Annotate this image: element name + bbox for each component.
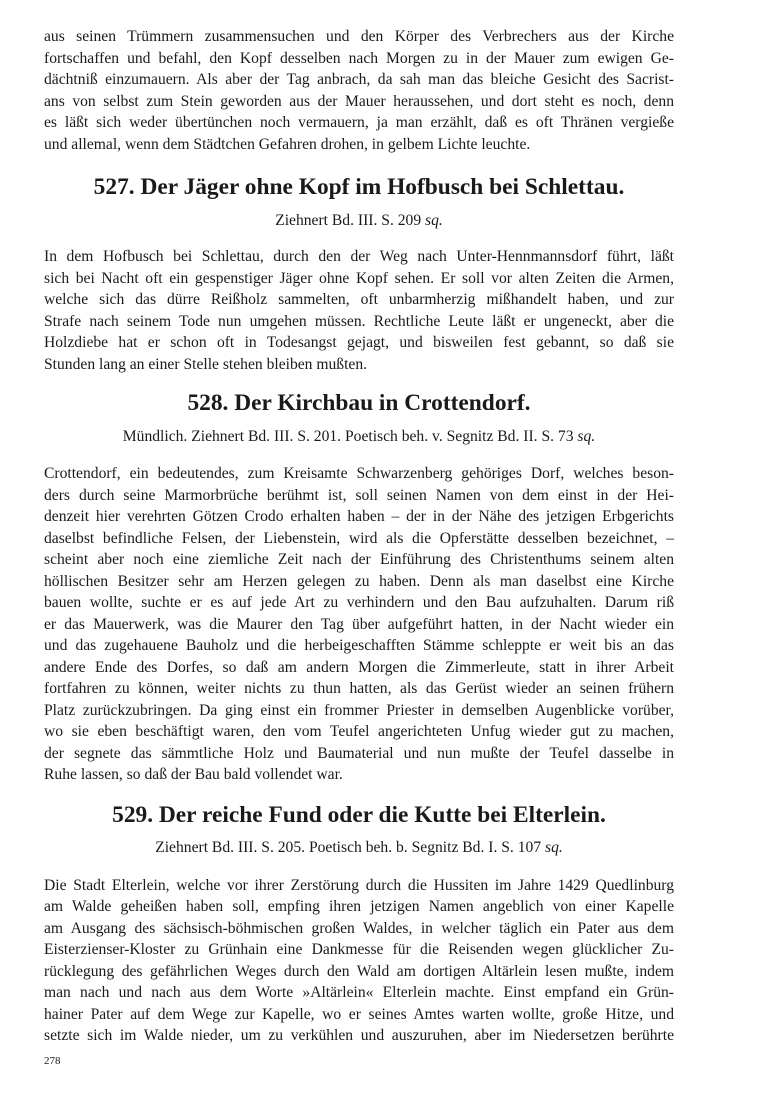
paragraph-528 [44,463,674,786]
source-citation-528 [44,426,674,448]
text-line: man nach und nach aus dem Worte »Altärlein« Elterlein machte. Einst empfand ein Grün- [44,984,674,1001]
text-line: Strafe nach seinem Tode nun umgehen müssen. Rechtliche Leute läßt er ungeneckt, aber die [44,312,674,330]
text-line: dächtniß einzumauern. Als aber der Tag anbrach, da sah man das bleiche Gesicht des Sacrist- [44,71,674,88]
text-line: Eisterzienser-Kloster zu Grünhain eine Dankmesse für die Reisenden wegen glücklicher Zu- [44,941,674,958]
text-line: und das zugehauene Bauholz und die herbeigeschafften Stämme schleppte er weit bis an das [44,637,674,654]
text-line: er das Mauerwerk, was die Maurer den Tag über aufgeführt hatten, in der Nacht wieder ein [44,615,674,633]
text-line: Ruhe lassen, so daß der Bau bald vollendet war. [44,766,343,783]
text-line: andere Ende des Dorfes, so daß am andern Morgen die Zimmerleute, statt in ihrer Arbeit [44,658,674,676]
source-italic: sq. [425,211,443,229]
text-line: und allemal, wenn dem Städtchen Gefahren drohen, in gelbem Lichte leuchte. [44,135,531,153]
text-line: ans von selbst zum Stein geworden aus der Mauer heraussehen, und dort steht es noch, denn [44,92,674,110]
text-line: höllischen Besitzer sehr am Herzen gelegen zu haben. Denn als man daselbst eine Kirche [44,572,674,590]
source-italic: sq. [545,839,563,856]
text-line: wo sie eben beschäftigt waren, den vom Teufel angerichteten Unfug wieder gut zu machen, [44,723,674,740]
text-line: Crottendorf, ein bedeutendes, zum Kreisamte Schwarzenberg gehöriges Dorf, welches beson- [44,465,674,482]
document-page [44,26,674,1047]
paragraph-intro [44,26,674,155]
text-line: Stunden lang an einer Stelle stehen bleiben mußten. [44,355,368,373]
source-text: Mündlich. Ziehnert Bd. III. S. 201. Poetisch beh. v. Segnitz Bd. II. S. 73 [122,427,578,445]
paragraph-527 [44,246,674,375]
text-line: Platz zurückzubringen. Da ging einst ein frommer Priester in demselben Augenblicke vorüber, [44,701,674,719]
section-heading-529: 529. Der reiche Fund oder die Kutte bei Elterlein. [112,801,606,828]
text-line: fortfahren zu können, weiter nichts zu thun hatten, als das Gerüst wieder an seinen frühern [44,680,674,697]
text-line: am Ausgang des sächsisch-böhmischen großen Waldes, in welcher täglich ein Pater aus dem [44,919,674,937]
page-number: 278 [44,1055,61,1067]
text-line: denzeit hier verehrten Götzen Crodo erhalten haben – der in der Nähe des jetzigen Erbgerichts [44,508,674,525]
text-line: Holzdiebe hat er schon oft in Todesangst gejagt, und bisweilen fest gebannt, so daß sie [44,334,674,351]
section-heading-528: 528. Der Kirchbau in Crottendorf. [187,390,531,416]
text-line: am Walde geheißen haben soll, empfing ihren jetzigen Namen angeblich von einer Kapelle [44,898,674,915]
section-heading-527: 527. Der Jäger ohne Kopf im Hofbusch bei Schlettau. [93,174,625,200]
text-line: In dem Hofbusch bei Schlettau, durch den der Weg nach Unter-Hennmannsdorf führt, läßt [44,248,674,265]
text-line: aus seinen Trümmern zusammensuchen und den Körper des Verbrechers aus der Kirche [44,28,674,45]
text-line: scheint aber noch eine ziemliche Zeit nach der Einführung des Christenthums seinem alten [44,551,674,568]
paragraph-529 [44,875,674,1047]
source-italic: sq. [577,427,596,445]
text-line: hainer Pater auf dem Wege zur Kapelle, wo er seines Amtes warten wollte, große Hitze, und [44,1005,674,1023]
source-citation-529 [44,837,674,859]
text-line: Die Stadt Elterlein, welche vor ihrer Zerstörung durch die Hussiten im Jahre 1429 Quedlinburg [44,876,674,894]
text-line: bauen wollte, suchte er es auf jede Art zu verhindern und den Bau aufzuhalten. Darum riß [44,594,674,611]
text-line: fortschaffen und befahl, den Kopf desselben nach Morgen zu in der Mauer zum ewigen Ge- [44,49,674,67]
text-line: daselbst befindliche Felsen, der Liebenstein, wird als die Opferstätte desselben bezeichnet, – [44,529,674,547]
text-line: setzte sich im Walde nieder, um zu verkühlen und auszuruhen, aber im Niedersetzen berührte [44,1027,674,1044]
source-text: Ziehnert Bd. III. S. 205. Poetisch beh. b. Segnitz Bd. I. S. 107 [155,839,546,856]
text-line: welche sich das dürre Reißholz sammelten, oft unbarmherzig mißhandelt haben, und zur [44,291,674,308]
text-line: ders durch seine Marmorbrüche berühmt ist, soll seinen Namen von dem einst in der Hei- [44,486,674,504]
text-line: der segnete das sämmtliche Holz und Baumaterial und nun mußte der Teufel dasselbe in [44,744,674,762]
text-line: rücklegung des gefährlichen Weges durch den Wald am dortigen Altärlein lesen mußte, indem [44,962,674,980]
text-line: es läßt sich weder übertünchen noch vermauern, ja man erzählt, daß es oft Thränen vergieße [44,114,674,131]
source-citation-527 [44,210,674,232]
source-text: Ziehnert Bd. III. S. 209 [275,211,426,229]
text-line: sich bei Nacht oft ein gespenstiger Jäger ohne Kopf sehen. Er soll vor alten Zeiten die Armen, [44,269,674,287]
